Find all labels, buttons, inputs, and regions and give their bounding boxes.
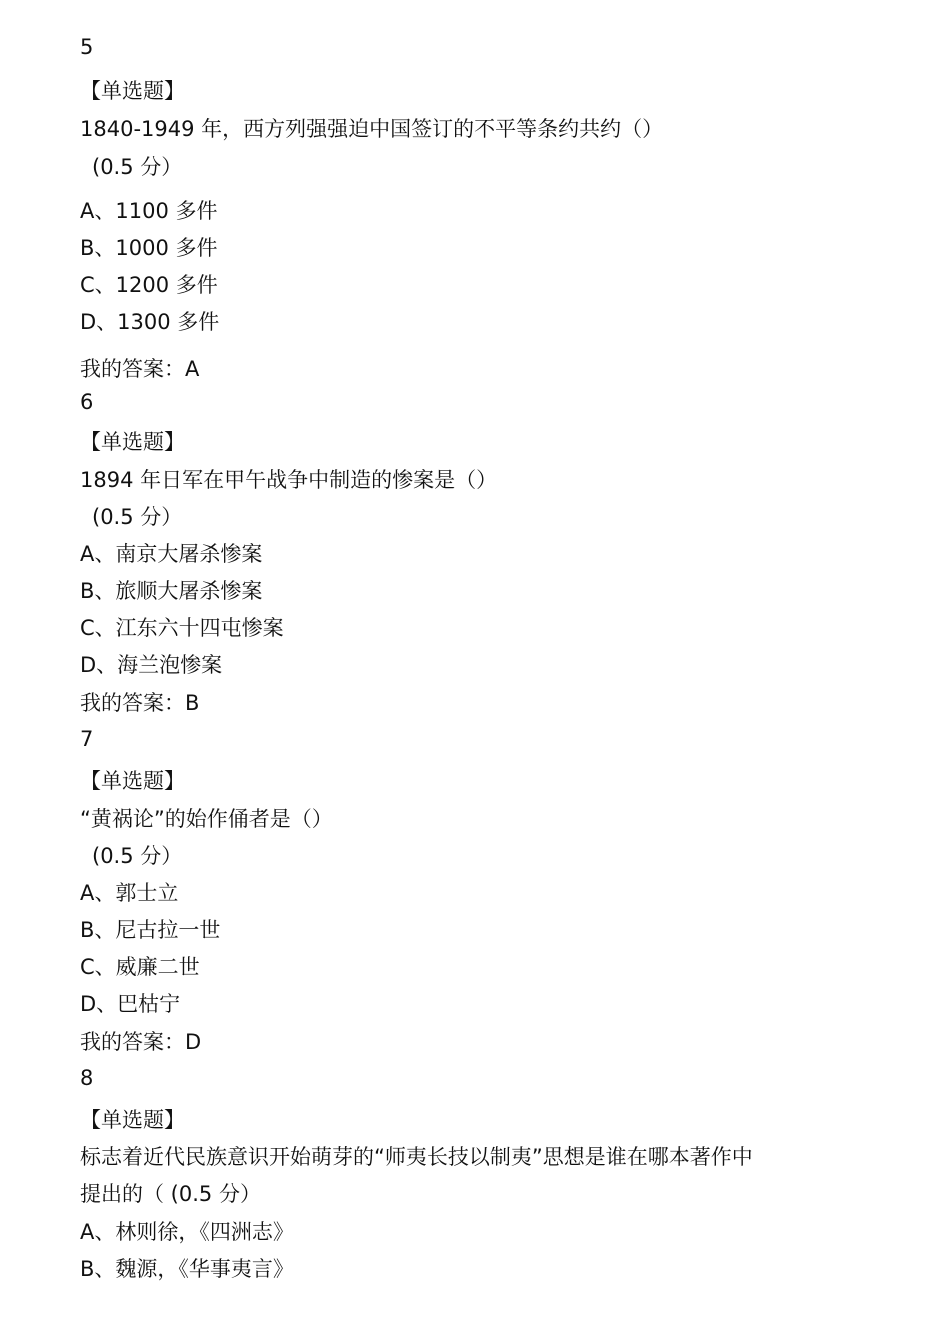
option-a: A、郭士立: [80, 881, 179, 905]
question-type: 【单选题】: [80, 79, 185, 103]
option-c: C、1200 多件: [80, 273, 218, 297]
question-stem: “黄祸论”的始作俑者是（）: [80, 807, 333, 831]
question-score: (0.5 分）: [92, 155, 183, 179]
option-d: D、巴枯宁: [80, 992, 181, 1016]
my-answer: 我的答案：B: [80, 691, 200, 715]
question-type: 【单选题】: [80, 1108, 185, 1132]
question-stem: 1840-1949 年，西方列强强迫中国签订的不平等条约共约（）: [80, 117, 664, 141]
option-c: C、威廉二世: [80, 955, 200, 979]
option-a: A、南京大屠杀惨案: [80, 542, 263, 566]
question-number: 5: [80, 35, 94, 59]
question-stem: 标志着近代民族意识开始萌芽的“师夷长技以制夷”思想是谁在哪本著作中: [80, 1145, 753, 1169]
my-answer: 我的答案：D: [80, 1030, 202, 1054]
question-score: (0.5 分）: [92, 505, 183, 529]
question-stem: 1894 年日军在甲午战争中制造的惨案是（）: [80, 468, 498, 492]
option-d: D、1300 多件: [80, 310, 220, 334]
question-number: 7: [80, 727, 94, 751]
my-answer: 我的答案：A: [80, 357, 200, 381]
question-score: (0.5 分）: [92, 844, 183, 868]
question-number: 8: [80, 1066, 94, 1090]
question-type: 【单选题】: [80, 430, 185, 454]
option-a: A、1100 多件: [80, 199, 218, 223]
option-a: A、林则徐，《四洲志》: [80, 1220, 294, 1244]
option-b: B、旅顺大屠杀惨案: [80, 579, 263, 603]
option-b: B、尼古拉一世: [80, 918, 221, 942]
option-c: C、江东六十四屯惨案: [80, 616, 284, 640]
question-number: 6: [80, 390, 94, 414]
option-b: B、1000 多件: [80, 236, 218, 260]
question-stem-continued: 提出的（ (0.5 分）: [80, 1182, 261, 1206]
option-b: B、魏源，《华事夷言》: [80, 1257, 294, 1281]
option-d: D、海兰泡惨案: [80, 653, 223, 677]
question-type: 【单选题】: [80, 769, 185, 793]
